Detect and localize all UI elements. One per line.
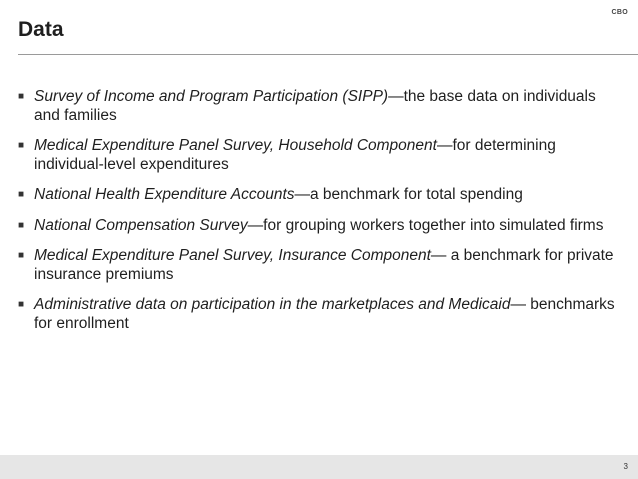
- source-description: — benchmarks for enrollment: [34, 296, 615, 332]
- bullet-meps-household: [18, 137, 618, 174]
- source-description: —a benchmark for total spending: [294, 186, 523, 203]
- bullet-marker: ■: [18, 91, 25, 102]
- source-name: Medical Expenditure Panel Survey, Household Component: [34, 137, 437, 154]
- bullet-marker: ■: [18, 219, 25, 231]
- bullet-list: [18, 88, 618, 345]
- bullet-meps-insurance: [18, 247, 618, 284]
- source-name: Administrative data on participation in the marketplaces and Medicaid: [34, 296, 511, 313]
- bullet-ncs: [18, 217, 618, 236]
- bullet-marker: ■: [18, 140, 25, 151]
- title-divider: [18, 54, 638, 55]
- source-description: —the base data on individuals and families: [34, 88, 596, 124]
- bullet-administrative-data: [18, 296, 618, 333]
- cbo-logo: CBO: [611, 9, 628, 16]
- source-name: National Compensation Survey: [34, 216, 248, 234]
- bullet-marker: ■: [18, 189, 25, 200]
- page-number: 3: [623, 462, 628, 471]
- bullet-marker: ■: [18, 299, 25, 310]
- bullet-sipp: [18, 88, 618, 125]
- source-description: —for grouping workers together into simulated firms: [247, 216, 604, 234]
- footer-bar: [0, 455, 638, 479]
- source-description: — a benchmark for private insurance premiums: [34, 247, 614, 283]
- bullet-nhea: [18, 186, 618, 205]
- source-name: National Health Expenditure Accounts: [34, 186, 295, 203]
- bullet-marker: ■: [18, 250, 25, 261]
- source-name: Survey of Income and Program Participation (SIPP): [34, 88, 389, 105]
- slide-title: Data: [18, 18, 64, 41]
- source-name: Medical Expenditure Panel Survey, Insurance Component: [34, 247, 431, 264]
- source-description: —for determining individual-level expenditures: [34, 137, 556, 173]
